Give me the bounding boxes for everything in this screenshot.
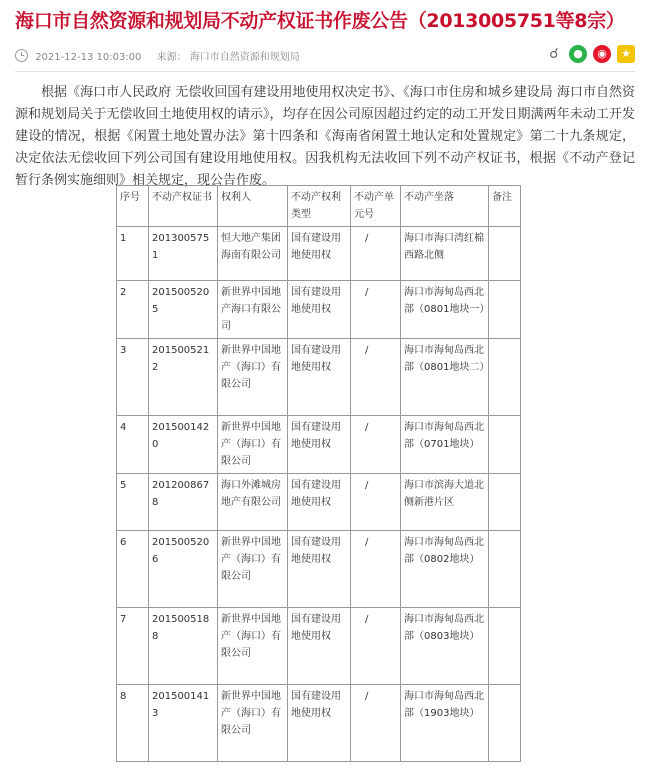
property-location: 海口市海甸岛西北部（0801地块一） [401,281,489,339]
article-title: 海口市自然资源和规划局不动产权证书作废公告（2013005751等8宗） [15,10,625,32]
remark [489,685,521,762]
rights-holder: 新世界中国地产（海口）有限公司 [218,608,288,685]
property-location: 海口市海甸岛西北部（0803地块） [401,608,489,685]
certificate-number: 2015001413 [149,685,218,762]
rights-holder: 新世界中国地产海口有限公司 [218,281,288,339]
rights-type: 国有建设用地使用权 [288,474,351,531]
rights-type: 国有建设用地使用权 [288,685,351,762]
rights-type: 国有建设用地使用权 [288,339,351,416]
rights-holder: 恒大地产集团海南有限公司 [218,227,288,281]
unit-number: / [351,339,401,416]
property-location: 海口市滨海大道北侧新港片区 [401,474,489,531]
article-body: 根据《海口市人民政府 无偿收回国有建设用地使用权决定书》、《海口市住房和城乡建设局 海口市自然资源和规划局关于无偿收回土地使用权的请示》，均存在因公司原因超过约定的动工开发日期满两年未动工开发建设的情况，根据《闲置土地处置办法》第十四条和《海南省闲置土地认定和处置规定》第二十九条规定，决定依法无偿收回下列公司国有建设用地使用权。因我机构无法收回下列不动产权证书，根据《不动产登记暂行条例实施细则》相关规定，现公告作废。 [15,85,635,188]
row-number: 2 [117,281,149,339]
row-number: 6 [117,531,149,608]
unit-number: / [351,416,401,474]
rights-holder: 新世界中国地产（海口）有限公司 [218,339,288,416]
unit-number: / [351,685,401,762]
header-cell: 不动产权证书 [149,186,218,227]
rights-holder: 新世界中国地产（海口）有限公司 [218,416,288,474]
header-cell: 备注 [489,186,521,227]
row-number: 3 [117,339,149,416]
table-row [117,339,521,416]
property-location: 海口市海甸岛西北部（0802地块） [401,531,489,608]
clock-icon [15,49,28,62]
certificate-number: 2015005188 [149,608,218,685]
article-meta [15,48,635,64]
weibo-icon[interactable]: ◉ [593,45,611,63]
remark [489,474,521,531]
row-number: 5 [117,474,149,531]
header-cell: 不动产权利类型 [288,186,351,227]
certificate-number: 2015001420 [149,416,218,474]
header-cell: 不动产坐落 [401,186,489,227]
remark [489,416,521,474]
wechat-icon[interactable]: ● [569,45,587,63]
certificate-table [116,185,521,762]
table-row [117,227,521,281]
unit-number: / [351,474,401,531]
rights-holder: 新世界中国地产（海口）有限公司 [218,531,288,608]
table-row [117,416,521,474]
row-number: 8 [117,685,149,762]
remark [489,608,521,685]
table-row [117,608,521,685]
certificate-number: 2015005206 [149,531,218,608]
remark [489,339,521,416]
remark [489,227,521,281]
table-row [117,474,521,531]
share-bar [545,45,635,63]
remark [489,281,521,339]
property-location: 海口市海甸岛西北部（0701地块） [401,416,489,474]
share-icon[interactable]: ☌ [549,46,559,62]
header-cell: 序号 [117,186,149,227]
rights-type: 国有建设用地使用权 [288,608,351,685]
certificate-number: 2012008678 [149,474,218,531]
header-cell: 不动产单元号 [351,186,401,227]
row-number: 1 [117,227,149,281]
certificate-number: 2013005751 [149,227,218,281]
property-location: 海口市海口湾红棉西路北侧 [401,227,489,281]
certificate-number: 2015005205 [149,281,218,339]
certificate-number: 2015005212 [149,339,218,416]
rights-type: 国有建设用地使用权 [288,227,351,281]
unit-number: / [351,531,401,608]
rights-holder: 新世界中国地产（海口）有限公司 [218,685,288,762]
table-row [117,281,521,339]
rights-holder: 海口外滩城房地产有限公司 [218,474,288,531]
rights-type: 国有建设用地使用权 [288,281,351,339]
table-header-row [117,186,521,227]
header-cell: 权利人 [218,186,288,227]
publish-date: 2021-12-13 10:03:00 [35,52,142,63]
unit-number: / [351,281,401,339]
property-location: 海口市海甸岛西北部（0801地块二） [401,339,489,416]
qzone-icon[interactable]: ★ [617,45,635,63]
source-name: 海口市自然资源和规划局 [189,52,300,63]
unit-number: / [351,227,401,281]
row-number: 4 [117,416,149,474]
remark [489,531,521,608]
divider [15,71,635,72]
property-location: 海口市海甸岛西北部（1903地块） [401,685,489,762]
table-row [117,531,521,608]
source-label: 来源： [156,52,187,63]
table-row [117,685,521,762]
rights-type: 国有建设用地使用权 [288,531,351,608]
row-number: 7 [117,608,149,685]
unit-number: / [351,608,401,685]
rights-type: 国有建设用地使用权 [288,416,351,474]
